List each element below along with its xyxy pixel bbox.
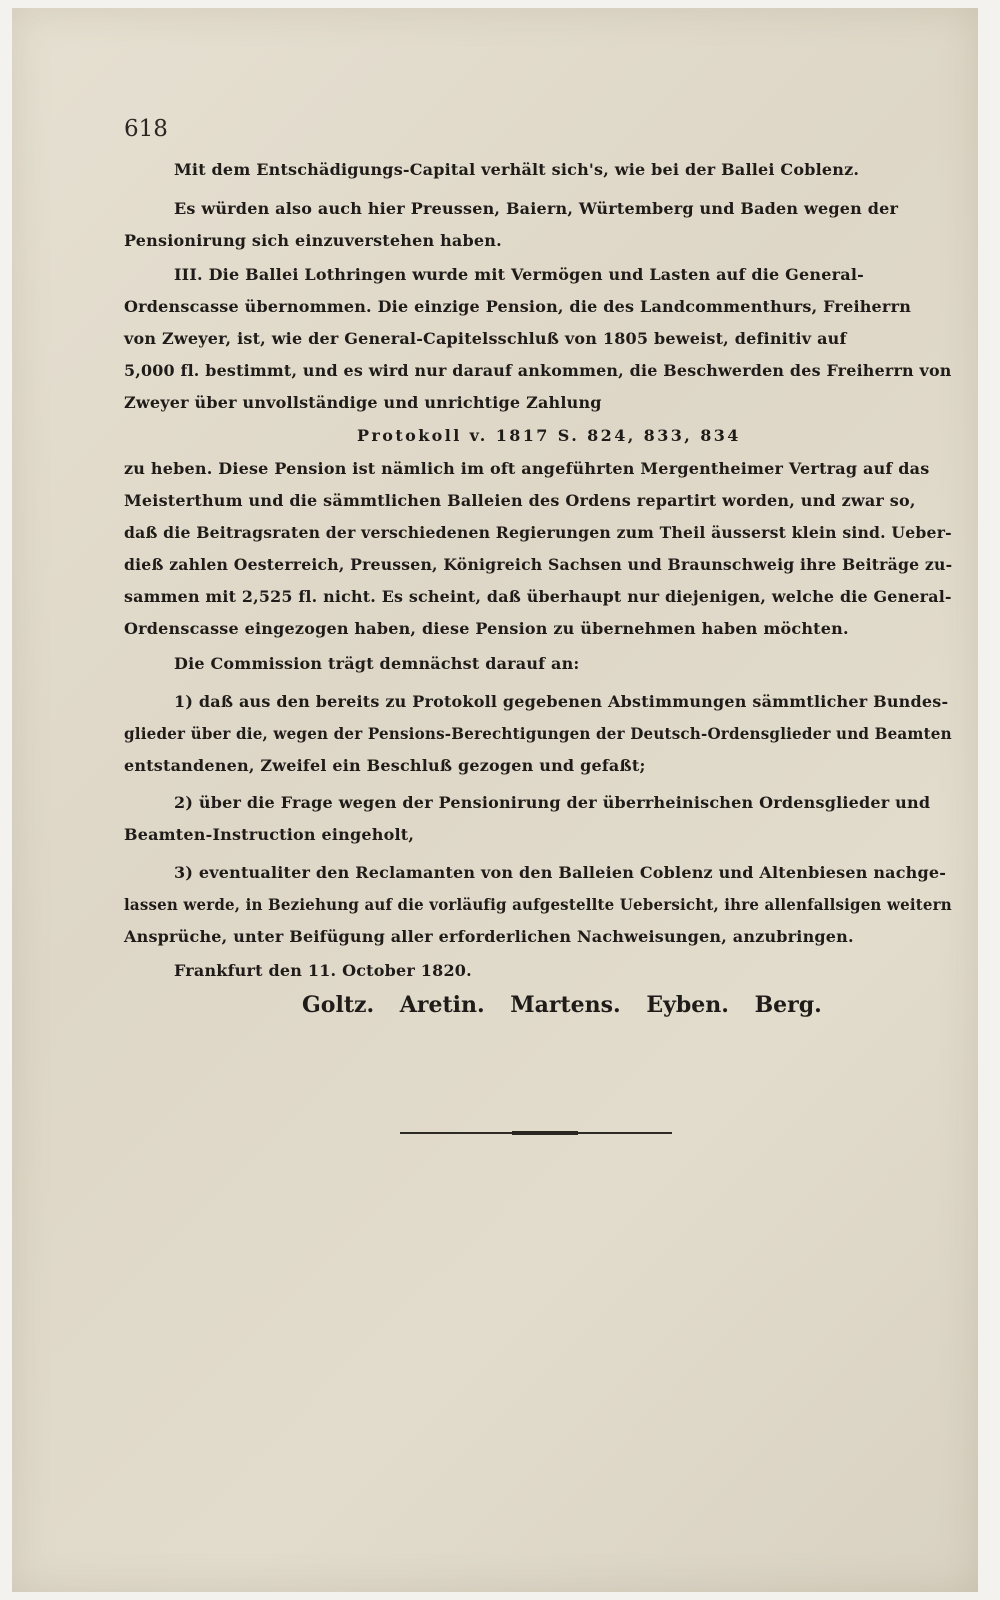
text-line: Es würden also auch hier Preussen, Baiern, Würtemberg und Baden wegen der — [174, 199, 899, 218]
closing-rule-center — [512, 1131, 578, 1135]
text-line: zu heben. Diese Pension ist nämlich im oft angeführten Mergentheimer Vertrag auf das — [124, 459, 930, 478]
text-line: Mit dem Entschädigungs-Capital verhält sich's, wie bei der Ballei Coblenz. — [174, 160, 860, 179]
text-line: Zweyer über unvollständige und unrichtige Zahlung — [124, 393, 602, 412]
text-line: von Zweyer, ist, wie der General-Capitelsschluß von 1805 beweist, definitiv auf — [124, 329, 847, 348]
text-line: lassen werde, in Beziehung auf die vorläufig aufgestellte Uebersicht, ihre allenfallsigen weitern — [124, 895, 952, 914]
text-line: Die Commission trägt demnächst darauf an: — [174, 654, 580, 673]
text-line: glieder über die, wegen der Pensions-Berechtigungen der Deutsch-Ordensglieder und Beamten — [124, 724, 952, 743]
text-line: sammen mit 2,525 fl. nicht. Es scheint, daß überhaupt nur diejenigen, welche die General- — [124, 587, 952, 606]
text-line: Ordenscasse eingezogen haben, diese Pension zu übernehmen haben möchten. — [124, 619, 849, 638]
text-line: Ansprüche, unter Beifügung aller erforderlichen Nachweisungen, anzubringen. — [124, 927, 854, 946]
document-page — [12, 8, 978, 1592]
protocol-reference: Protokoll v. 1817 S. 824, 833, 834 — [357, 426, 741, 445]
page-number: 618 — [124, 116, 168, 142]
text-line: 1) daß aus den bereits zu Protokoll gegebenen Abstimmungen sämmtlicher Bundes- — [174, 692, 949, 711]
text-line: daß die Beitragsraten der verschiedenen Regierungen zum Theil äusserst klein sind. Ueber- — [124, 523, 952, 542]
text-line: dieß zahlen Oesterreich, Preussen, Königreich Sachsen und Braunschweig ihre Beiträge zu- — [124, 555, 953, 574]
text-line: 5,000 fl. bestimmt, und es wird nur darauf ankommen, die Beschwerden des Freiherrn von — [124, 361, 952, 380]
text-line: Meisterthum und die sämmtlichen Balleien des Ordens repartirt worden, und zwar so, — [124, 491, 916, 510]
text-line: 3) eventualiter den Reclamanten von den Balleien Coblenz und Altenbiesen nachge- — [174, 863, 947, 882]
date-line: Frankfurt den 11. October 1820. — [174, 961, 472, 980]
text-line: 2) über die Frage wegen der Pensionirung der überrheinischen Ordensglieder und — [174, 793, 931, 812]
text-line: III. Die Ballei Lothringen wurde mit Vermögen und Lasten auf die General- — [174, 265, 864, 284]
signatures: Goltz. Aretin. Martens. Eyben. Berg. — [302, 992, 822, 1018]
text-line: Ordenscasse übernommen. Die einzige Pension, die des Landcommenthurs, Freiherrn — [124, 297, 912, 316]
text-line: Pensionirung sich einzuverstehen haben. — [124, 231, 502, 250]
text-line: Beamten-Instruction eingeholt, — [124, 825, 415, 844]
text-line: entstandenen, Zweifel ein Beschluß gezogen und gefaßt; — [124, 756, 646, 775]
body-text — [12, 8, 978, 1592]
